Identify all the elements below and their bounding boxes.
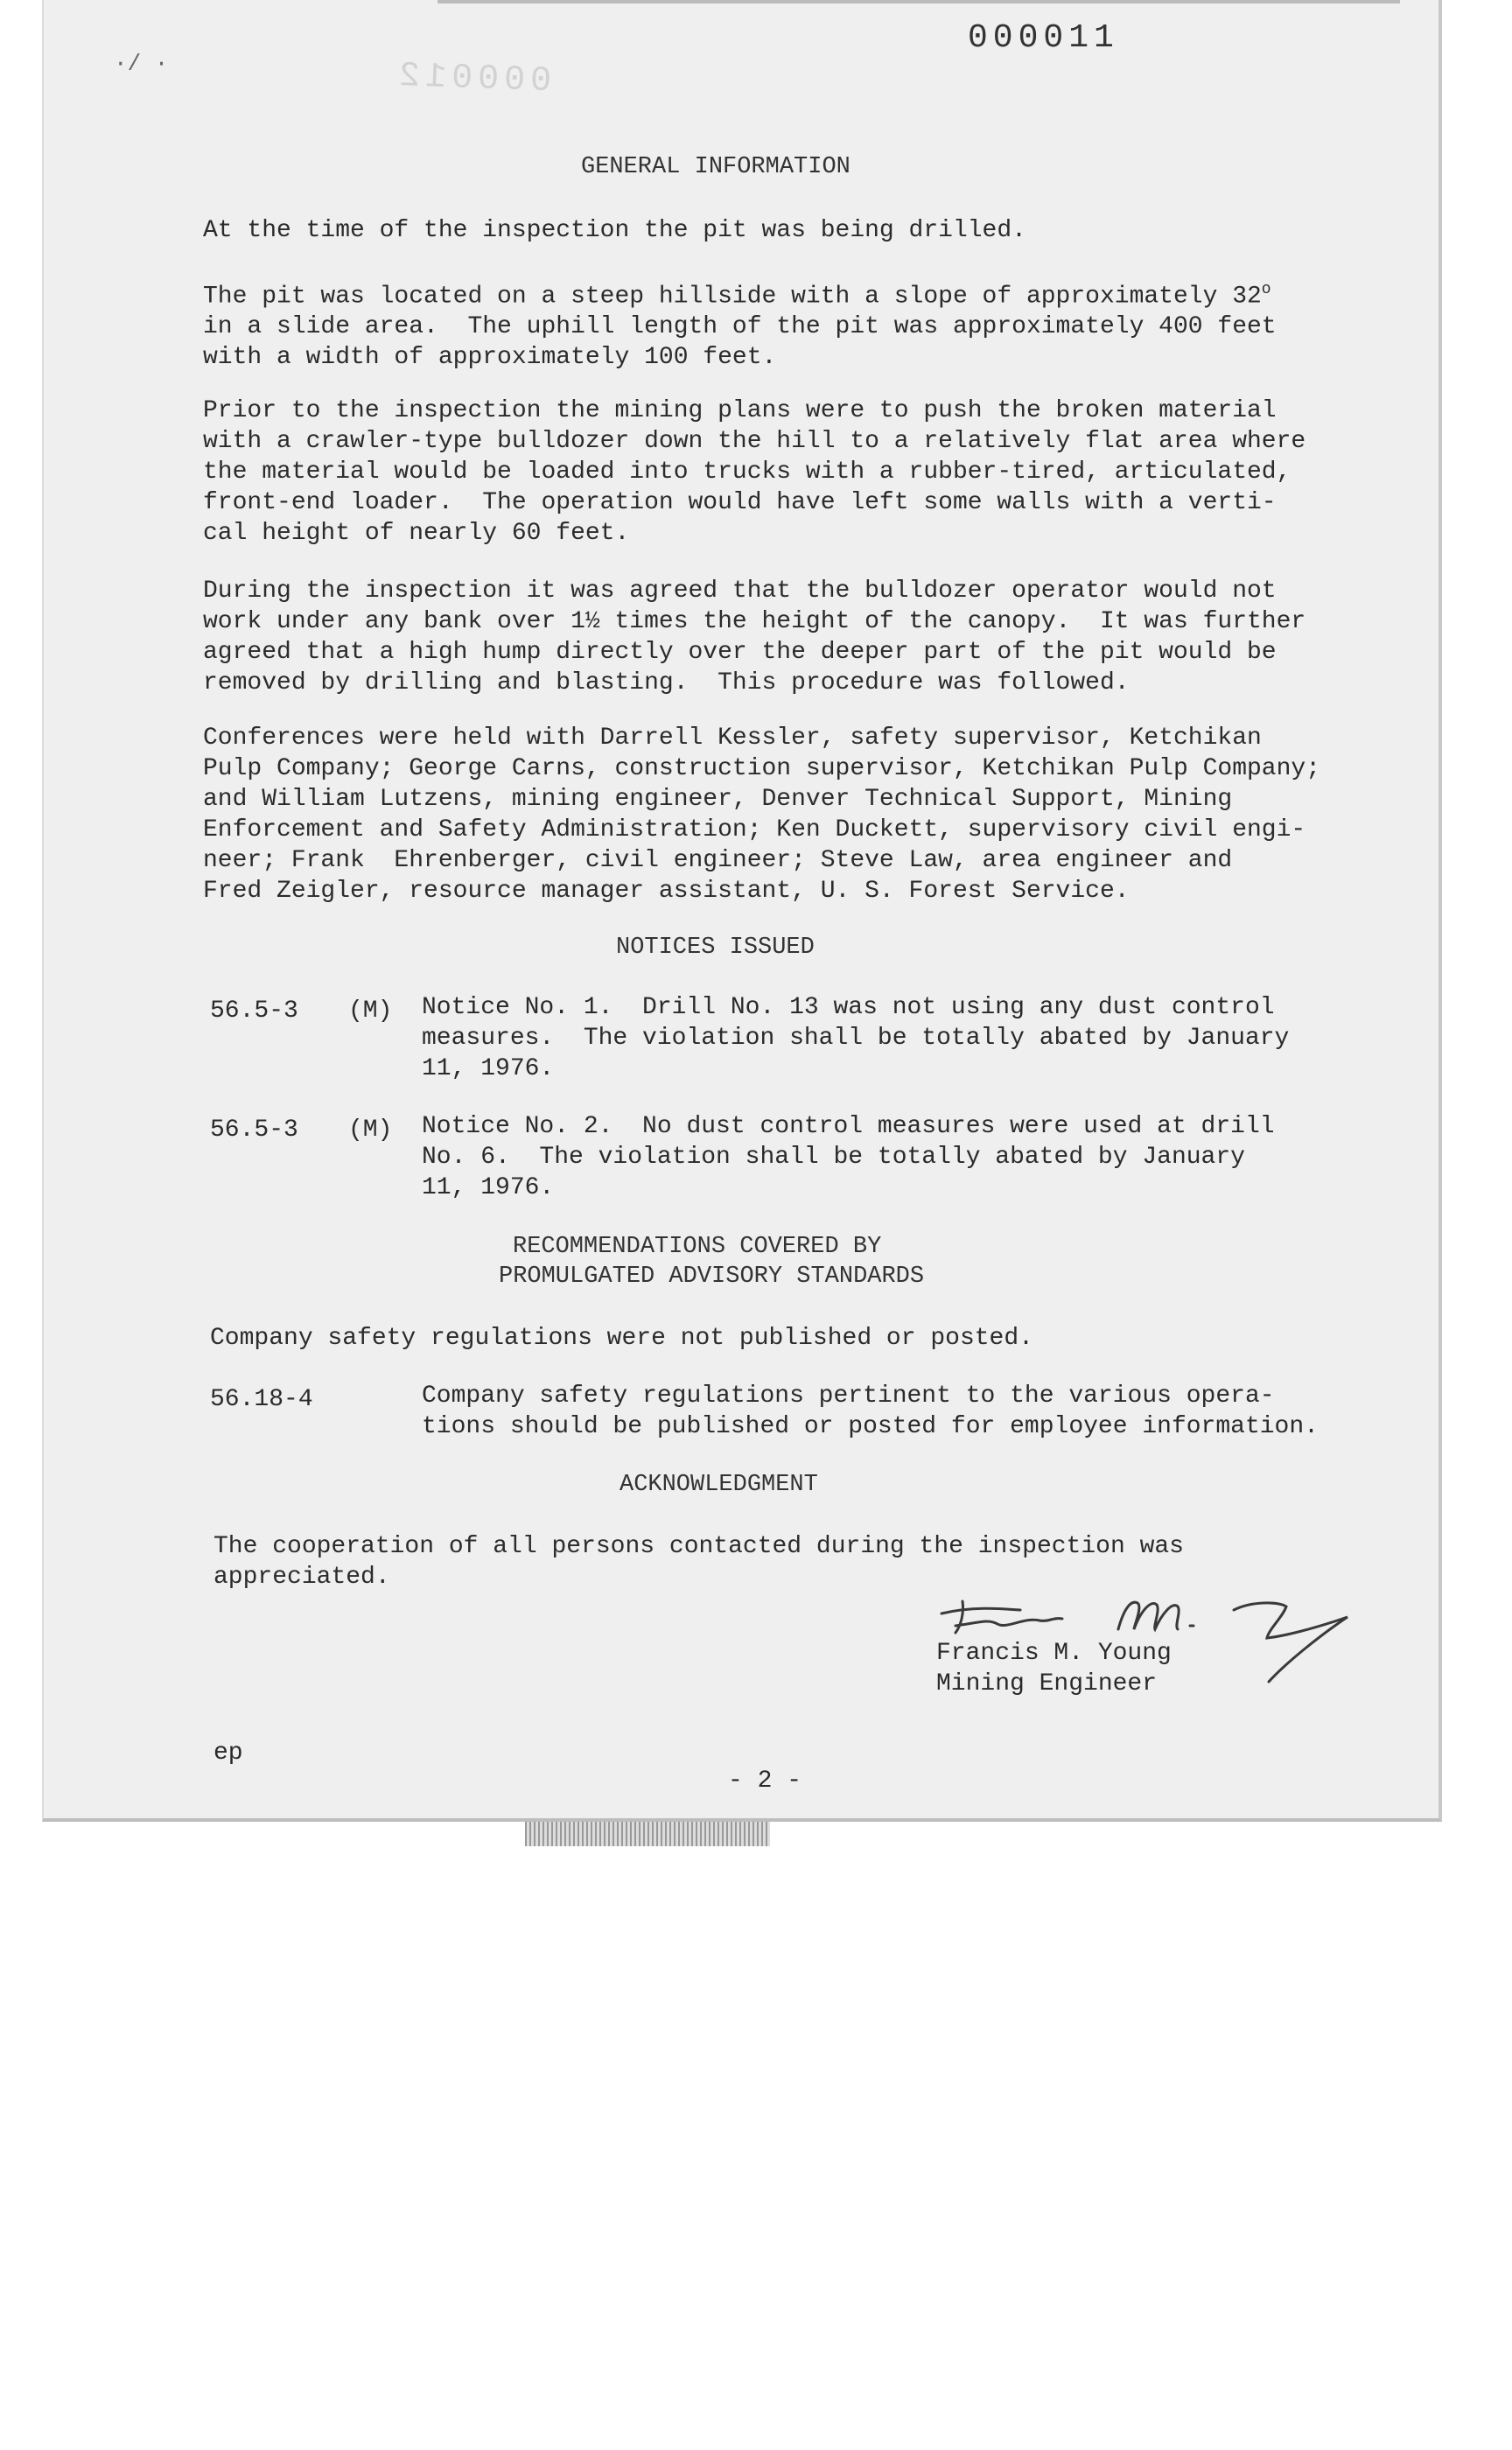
scan-edge-top bbox=[438, 0, 1400, 4]
pit-slope-text: The pit was located on a steep hillside with a slope of approximately 32 bbox=[203, 283, 1262, 311]
heading-recommendations-line2: PROMULGATED ADVISORY STANDARDS bbox=[499, 1264, 925, 1290]
paragraph-pit-location bbox=[203, 275, 1367, 373]
bleed-through-number: 000012 bbox=[393, 56, 552, 102]
signer-title: Mining Engineer bbox=[936, 1670, 1158, 1698]
signer-name: Francis M. Young bbox=[936, 1640, 1172, 1667]
paragraph-mining-plans: Prior to the inspection the mining plans were to push the broken material with a crawler-type bulldozer down the hill to a relatively flat area where the material would be loaded into trucks with a rubber-tired, articulated, front-end loader. The operation would have left some walls with a verti- cal height of nearly 60 feet. bbox=[203, 397, 1306, 547]
paragraph-acknowledgment: The cooperation of all persons contacted during the inspection was appreciated. bbox=[214, 1533, 1184, 1591]
recommendation-code: 56.18-4 bbox=[210, 1386, 313, 1413]
notice-2-text: Notice No. 2. No dust control measures were used at drill No. 6. The violation shall be totally abated by January 11, 1976. bbox=[422, 1113, 1275, 1201]
recommendation-text: Company safety regulations pertinent to the various opera- tions should be published or posted for employee information. bbox=[422, 1382, 1319, 1440]
heading-notices-issued: NOTICES ISSUED bbox=[616, 934, 815, 961]
document-number: 000011 bbox=[968, 19, 1119, 57]
notice-1-code: 56.5-3 bbox=[210, 998, 298, 1025]
heading-acknowledgment: ACKNOWLEDGMENT bbox=[620, 1472, 818, 1498]
heading-recommendations-line1: RECOMMENDATIONS COVERED BY bbox=[513, 1234, 882, 1260]
paragraph-regulations: Company safety regulations were not published or posted. bbox=[210, 1325, 1033, 1352]
page-number: - 2 - bbox=[728, 1768, 802, 1795]
notice-1-mark: (M) bbox=[348, 998, 393, 1025]
paragraph-drilling: At the time of the inspection the pit was being drilled. bbox=[203, 217, 1026, 244]
notice-1-text: Notice No. 1. Drill No. 13 was not using any dust control measures. The violation shall be totally abated by January 11, 1976. bbox=[422, 994, 1290, 1082]
pit-size-text: in a slide area. The uphill length of the pit was approximately 400 feet with a width of approximately 100 feet. bbox=[203, 313, 1277, 372]
notice-2-mark: (M) bbox=[348, 1116, 393, 1144]
heading-general-information: GENERAL INFORMATION bbox=[581, 154, 850, 180]
degree-sign: o bbox=[1261, 281, 1271, 298]
typist-initials: ep bbox=[214, 1740, 243, 1767]
margin-marks: ·/ · bbox=[114, 51, 169, 77]
notice-2-code: 56.5-3 bbox=[210, 1116, 298, 1144]
paragraph-agreement: During the inspection it was agreed that the bulldozer operator would not work under any bank over 1½ times the height of the canopy. It was further agreed that a high hump directly over the deeper part of the pit would be removed by drilling and blasting. This procedure was followed. bbox=[203, 578, 1306, 696]
scan-edge-bottom bbox=[525, 1822, 770, 1846]
paragraph-conferences: Conferences were held with Darrell Kessler, safety supervisor, Ketchikan Pulp Company; George Carns, construction supervisor, Ketchikan Pulp Company; and William Lutzens, mining engineer, Denver Technical Support, Mining Enforcement and Safety Administration; Ken Duckett, supervisory civil engi- neer; Frank Ehrenberger, civil engineer; Steve Law, area engineer and Fred Zeigler, resource manager assistant, U. S. Forest Service. bbox=[203, 724, 1321, 905]
